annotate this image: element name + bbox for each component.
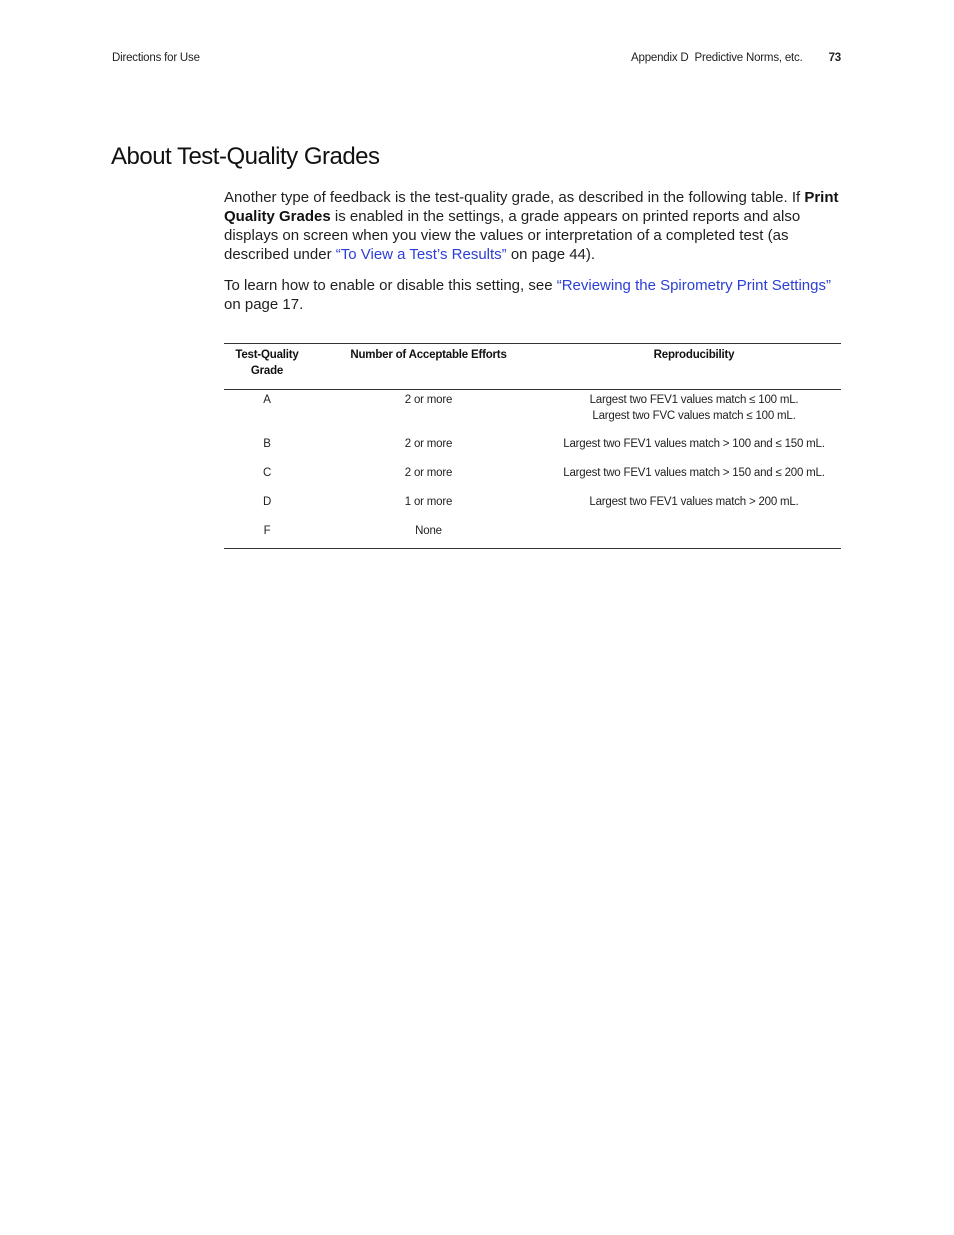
document-title: Directions for Use — [112, 52, 200, 64]
chapter-info — [631, 52, 841, 64]
reproducibility-cell: Largest two FEV1 values match > 200 mL. — [589, 496, 799, 508]
efforts-cell: 1 or more — [404, 496, 453, 508]
table-row — [224, 494, 841, 523]
grade-cell: F — [224, 523, 310, 549]
settings-text-a: To learn how to enable or disable this setting, see — [224, 277, 557, 294]
table-row — [224, 436, 841, 465]
page-title: About Test-Quality Grades — [111, 143, 380, 170]
settings-paragraph — [224, 276, 844, 314]
grade-cell: B — [263, 438, 271, 450]
grade-cell: D — [262, 496, 272, 508]
efforts-cell: 2 or more — [404, 467, 453, 479]
header-reproducibility: Reproducibility — [547, 344, 841, 390]
header-efforts: Number of Acceptable Efforts — [310, 344, 547, 390]
reproducibility-cell: Largest two FEV1 values match > 150 and ≤ 200 mL. — [563, 467, 825, 479]
header-grade: Test-Quality Grade — [224, 344, 310, 390]
table-header-row — [224, 344, 841, 390]
test-quality-grades-table — [224, 343, 841, 549]
section-name: Predictive Norms, etc. — [694, 52, 803, 64]
settings-text-b: on page 17. — [224, 296, 304, 313]
reproducibility-cell: Largest two FEV1 values match ≤ 100 mL. Largest two FVC values match ≤ 100 mL. — [589, 394, 799, 422]
intro-text-b: is enabled in the settings, a grade appears on printed reports and also displays on screen when you view the values or interpretation of a completed test (as described under — [224, 208, 801, 263]
page-number: 73 — [828, 52, 841, 64]
efforts-cell: 2 or more — [404, 438, 453, 450]
reproducibility-cell — [547, 523, 841, 549]
efforts-cell: 2 or more — [404, 394, 453, 406]
view-test-results-link[interactable]: “To View a Test’s Results” — [335, 246, 507, 263]
table-row — [224, 390, 841, 437]
grade-cell: A — [263, 394, 271, 406]
print-quality-grades-setting: Print Quality Grades — [224, 189, 839, 225]
efforts-cell: None — [310, 523, 547, 549]
intro-paragraph — [224, 188, 844, 264]
appendix-label: Appendix D — [631, 52, 689, 64]
intro-text-c: on page 44). — [506, 246, 596, 263]
running-header — [112, 52, 841, 70]
intro-text-a: Another type of feedback is the test-quality grade, as described in the following table. If — [224, 189, 805, 206]
table-row — [224, 465, 841, 494]
grade-cell: C — [262, 467, 272, 479]
reproducibility-cell: Largest two FEV1 values match > 100 and ≤ 150 mL. — [563, 438, 825, 450]
spirometry-print-settings-link[interactable]: “Reviewing the Spirometry Print Settings” — [556, 277, 831, 294]
table-row — [224, 523, 841, 549]
